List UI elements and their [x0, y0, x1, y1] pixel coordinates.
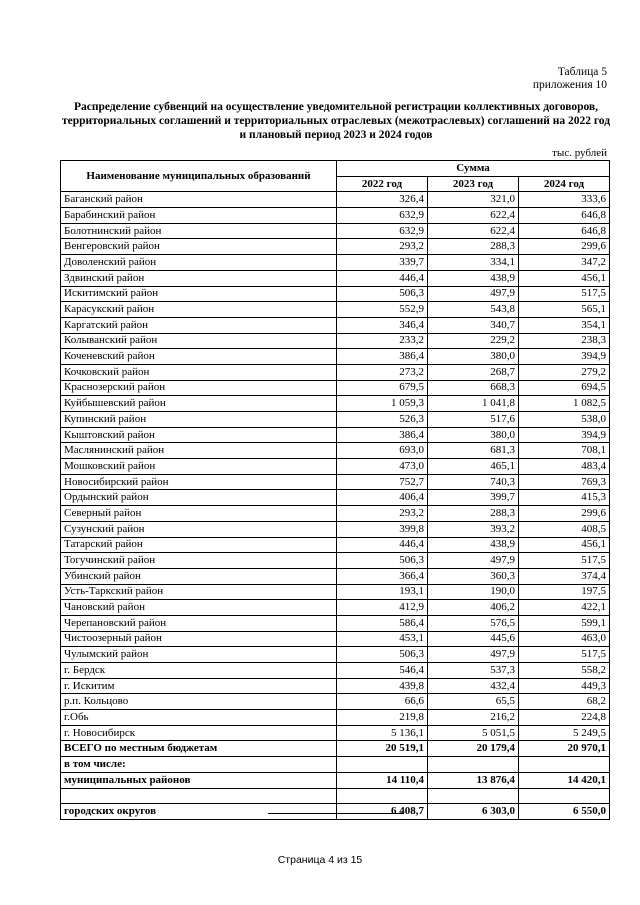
amount-2024: 5 249,5 [519, 725, 610, 741]
table-row [61, 537, 610, 553]
spacer-row [61, 788, 610, 804]
amount-2024: 456,1 [519, 270, 610, 286]
amount-2024: 422,1 [519, 600, 610, 616]
municipality-name: Болотнинский район [61, 223, 337, 239]
table-row [61, 725, 610, 741]
amount-2023: 288,3 [428, 506, 519, 522]
amount-2022: 453,1 [337, 631, 428, 647]
table-row [61, 427, 610, 443]
municipality-name: г. Новосибирск [61, 725, 337, 741]
amount-2024: 299,6 [519, 239, 610, 255]
total-label: ВСЕГО по местным бюджетам [61, 741, 337, 757]
amount-2023: 288,3 [428, 239, 519, 255]
table-label: Таблица 5 [557, 66, 607, 78]
amount-2023: 497,9 [428, 647, 519, 663]
amount-2023: 517,6 [428, 412, 519, 428]
municipality-name: Кыштовский район [61, 427, 337, 443]
including-label: в том числе: [61, 757, 337, 773]
municipality-name: Каргатский район [61, 317, 337, 333]
municipality-name: Баганский район [61, 192, 337, 208]
municipality-name: Краснозерский район [61, 380, 337, 396]
amount-2024: 299,6 [519, 506, 610, 522]
municipality-name: Барабинский район [61, 208, 337, 224]
municipal-2023: 13 876,4 [428, 772, 519, 788]
table-row [61, 396, 610, 412]
document-title [60, 100, 612, 142]
title-line-2: территориальных соглашений и территориальных отраслевых (межотраслевых) соглашений на 2022 год [61, 115, 611, 127]
municipality-name: Маслянинский район [61, 443, 337, 459]
amount-2024: 197,5 [519, 584, 610, 600]
column-header-sum: Сумма [337, 161, 610, 177]
amount-2022: 693,0 [337, 443, 428, 459]
amount-2024: 517,5 [519, 286, 610, 302]
municipality-name: Колыванский район [61, 333, 337, 349]
empty-cell [337, 757, 428, 773]
municipality-name: Новосибирский район [61, 474, 337, 490]
amount-2023: 740,3 [428, 474, 519, 490]
column-header-2024: 2024 год [519, 176, 610, 192]
table-summary [61, 741, 610, 819]
amount-2023: 380,0 [428, 427, 519, 443]
amount-2022: 412,9 [337, 600, 428, 616]
table-row [61, 631, 610, 647]
amount-2024: 517,5 [519, 647, 610, 663]
amount-2022: 346,4 [337, 317, 428, 333]
amount-2024: 565,1 [519, 302, 610, 318]
amount-2023: 190,0 [428, 584, 519, 600]
amount-2024: 1 082,5 [519, 396, 610, 412]
table-row [61, 474, 610, 490]
table-row [61, 490, 610, 506]
municipal-label: муниципальных районов [61, 772, 337, 788]
amount-2023: 432,4 [428, 678, 519, 694]
amount-2022: 632,9 [337, 208, 428, 224]
page-footer: Страница 4 из 15 [277, 854, 363, 866]
municipality-name: Карасукский район [61, 302, 337, 318]
amount-2022: 386,4 [337, 427, 428, 443]
amount-2024: 599,1 [519, 615, 610, 631]
municipality-name: Тогучинский район [61, 553, 337, 569]
municipality-name: Убинский район [61, 568, 337, 584]
municipality-name: Чистоозерный район [61, 631, 337, 647]
table-row [61, 239, 610, 255]
municipality-name: Купинский район [61, 412, 337, 428]
table-row [61, 286, 610, 302]
amount-2023: 216,2 [428, 710, 519, 726]
amount-2023: 622,4 [428, 223, 519, 239]
table-row [61, 647, 610, 663]
urban-label: городских округов [61, 804, 337, 820]
amount-2022: 293,2 [337, 506, 428, 522]
table-row [61, 663, 610, 679]
amount-2022: 586,4 [337, 615, 428, 631]
separator-line [268, 813, 404, 814]
amount-2023: 537,3 [428, 663, 519, 679]
municipality-name: Куйбышевский район [61, 396, 337, 412]
amount-2023: 406,2 [428, 600, 519, 616]
amount-2022: 679,5 [337, 380, 428, 396]
amount-2024: 224,8 [519, 710, 610, 726]
municipal-2022: 14 110,4 [337, 772, 428, 788]
municipality-name: Чулымский район [61, 647, 337, 663]
table-row [61, 443, 610, 459]
amount-2024: 408,5 [519, 521, 610, 537]
amount-2022: 439,8 [337, 678, 428, 694]
total-2024: 20 970,1 [519, 741, 610, 757]
amount-2023: 5 051,5 [428, 725, 519, 741]
amount-2024: 347,2 [519, 255, 610, 271]
amount-2024: 708,1 [519, 443, 610, 459]
amount-2022: 506,3 [337, 286, 428, 302]
municipality-name: Чановский район [61, 600, 337, 616]
column-header-2023: 2023 год [428, 176, 519, 192]
amount-2024: 646,8 [519, 223, 610, 239]
amount-2023: 1 041,8 [428, 396, 519, 412]
amount-2022: 632,9 [337, 223, 428, 239]
table-row [61, 317, 610, 333]
municipality-name: Сузунский район [61, 521, 337, 537]
urban-2024: 6 550,0 [519, 804, 610, 820]
table-row [61, 678, 610, 694]
municipality-name: Черепановский район [61, 615, 337, 631]
amount-2022: 66,6 [337, 694, 428, 710]
amount-2024: 279,2 [519, 364, 610, 380]
municipality-name: г.Обь [61, 710, 337, 726]
table-row [61, 192, 610, 208]
amount-2022: 233,2 [337, 333, 428, 349]
amount-2023: 497,9 [428, 553, 519, 569]
urban-2022: 6 408,7 [337, 804, 428, 820]
municipality-name: Коченевский район [61, 349, 337, 365]
amount-2024: 646,8 [519, 208, 610, 224]
unit-label: тыс. рублей [552, 147, 607, 159]
including-row [61, 757, 610, 773]
amount-2022: 406,4 [337, 490, 428, 506]
amount-2022: 339,7 [337, 255, 428, 271]
amount-2024: 463,0 [519, 631, 610, 647]
column-header-2022: 2022 год [337, 176, 428, 192]
total-2022: 20 519,1 [337, 741, 428, 757]
municipality-name: г. Искитим [61, 678, 337, 694]
table-row [61, 333, 610, 349]
amount-2023: 622,4 [428, 208, 519, 224]
table-row [61, 459, 610, 475]
amount-2022: 546,4 [337, 663, 428, 679]
amount-2022: 446,4 [337, 537, 428, 553]
amount-2022: 1 059,3 [337, 396, 428, 412]
municipality-name: Искитимский район [61, 286, 337, 302]
amount-2023: 668,3 [428, 380, 519, 396]
amount-2022: 473,0 [337, 459, 428, 475]
amount-2022: 219,8 [337, 710, 428, 726]
table-row [61, 270, 610, 286]
amount-2023: 393,2 [428, 521, 519, 537]
amount-2022: 193,1 [337, 584, 428, 600]
amount-2024: 456,1 [519, 537, 610, 553]
municipality-name: Усть-Таркский район [61, 584, 337, 600]
amount-2023: 465,1 [428, 459, 519, 475]
municipality-name: Мошковский район [61, 459, 337, 475]
municipality-name: Северный район [61, 506, 337, 522]
municipal-2024: 14 420,1 [519, 772, 610, 788]
subvention-table [60, 160, 610, 820]
table-row [61, 364, 610, 380]
amount-2024: 238,3 [519, 333, 610, 349]
amount-2022: 506,3 [337, 647, 428, 663]
municipality-name: Татарский район [61, 537, 337, 553]
amount-2023: 399,7 [428, 490, 519, 506]
table-row [61, 553, 610, 569]
amount-2023: 543,8 [428, 302, 519, 318]
urban-row [61, 804, 610, 820]
amount-2023: 334,1 [428, 255, 519, 271]
title-line-3: и плановый период 2023 и 2024 годов [239, 129, 433, 141]
amount-2023: 380,0 [428, 349, 519, 365]
table-row [61, 506, 610, 522]
amount-2022: 366,4 [337, 568, 428, 584]
amount-2024: 538,0 [519, 412, 610, 428]
municipal-row [61, 772, 610, 788]
municipality-name: Здвинский район [61, 270, 337, 286]
title-line-1: Распределение субвенций на осуществление уведомительной регистрации коллективных договоров, [73, 101, 599, 113]
amount-2024: 694,5 [519, 380, 610, 396]
amount-2024: 394,9 [519, 349, 610, 365]
table-row [61, 255, 610, 271]
amount-2024: 415,3 [519, 490, 610, 506]
table-row [61, 584, 610, 600]
amount-2022: 399,8 [337, 521, 428, 537]
table-row [61, 208, 610, 224]
amount-2024: 374,4 [519, 568, 610, 584]
amount-2022: 446,4 [337, 270, 428, 286]
table-row [61, 568, 610, 584]
amount-2022: 5 136,1 [337, 725, 428, 741]
amount-2024: 449,3 [519, 678, 610, 694]
amount-2024: 769,3 [519, 474, 610, 490]
table-row [61, 349, 610, 365]
amount-2024: 558,2 [519, 663, 610, 679]
amount-2023: 340,7 [428, 317, 519, 333]
municipality-name: Венгеровский район [61, 239, 337, 255]
amount-2023: 360,3 [428, 568, 519, 584]
empty-cell [519, 757, 610, 773]
amount-2022: 752,7 [337, 474, 428, 490]
table-row [61, 223, 610, 239]
amount-2023: 445,6 [428, 631, 519, 647]
municipality-name: р.п. Кольцово [61, 694, 337, 710]
appendix-label: приложения 10 [532, 78, 607, 91]
amount-2023: 229,2 [428, 333, 519, 349]
municipality-name: Доволенский район [61, 255, 337, 271]
table-row [61, 302, 610, 318]
total-row [61, 741, 610, 757]
table-body [61, 192, 610, 741]
table-row [61, 380, 610, 396]
amount-2023: 321,0 [428, 192, 519, 208]
amount-2023: 497,9 [428, 286, 519, 302]
amount-2024: 354,1 [519, 317, 610, 333]
amount-2024: 394,9 [519, 427, 610, 443]
amount-2024: 517,5 [519, 553, 610, 569]
municipality-name: Ордынский район [61, 490, 337, 506]
amount-2022: 386,4 [337, 349, 428, 365]
empty-cell [428, 757, 519, 773]
amount-2023: 576,5 [428, 615, 519, 631]
amount-2023: 438,9 [428, 270, 519, 286]
amount-2023: 681,3 [428, 443, 519, 459]
column-header-name: Наименование муниципальных образований [61, 161, 337, 192]
table-row [61, 694, 610, 710]
amount-2023: 65,5 [428, 694, 519, 710]
municipality-name: г. Бердск [61, 663, 337, 679]
amount-2023: 268,7 [428, 364, 519, 380]
amount-2024: 333,6 [519, 192, 610, 208]
urban-2023: 6 303,0 [428, 804, 519, 820]
amount-2024: 483,4 [519, 459, 610, 475]
table-row [61, 600, 610, 616]
table-row [61, 710, 610, 726]
amount-2024: 68,2 [519, 694, 610, 710]
amount-2022: 326,4 [337, 192, 428, 208]
table-reference [533, 66, 607, 91]
amount-2022: 552,9 [337, 302, 428, 318]
amount-2022: 506,3 [337, 553, 428, 569]
table-row [61, 615, 610, 631]
table-row [61, 412, 610, 428]
amount-2022: 273,2 [337, 364, 428, 380]
amount-2022: 293,2 [337, 239, 428, 255]
total-2023: 20 179,4 [428, 741, 519, 757]
table-row [61, 521, 610, 537]
amount-2022: 526,3 [337, 412, 428, 428]
amount-2023: 438,9 [428, 537, 519, 553]
municipality-name: Кочковский район [61, 364, 337, 380]
